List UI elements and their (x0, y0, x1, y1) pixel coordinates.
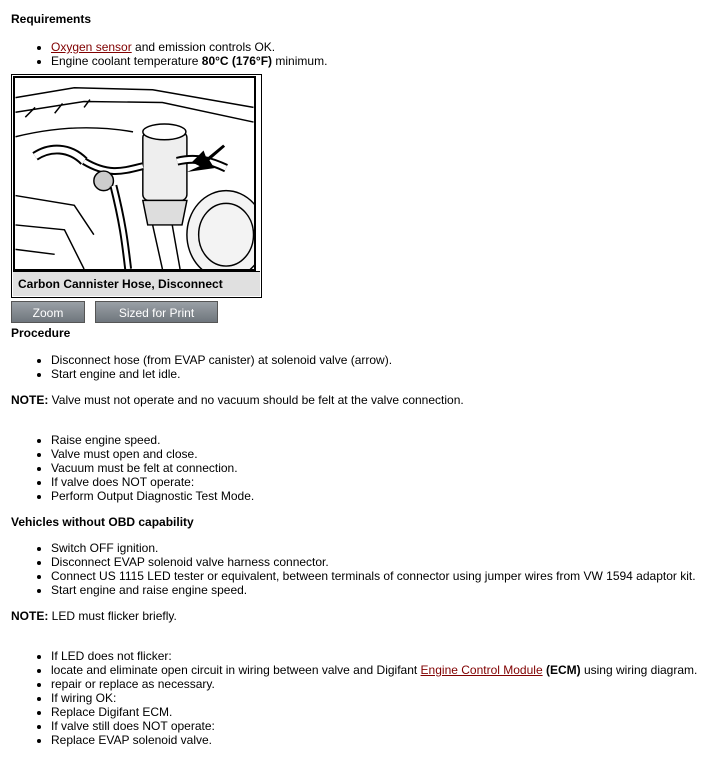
list-item: • Oxygen sensor and emission controls OK. (51, 40, 706, 54)
list-item: • Vacuum must be felt at connection. (51, 461, 706, 475)
list-item: • If valve does NOT operate: (51, 475, 706, 489)
document-body (11, 12, 706, 747)
list-item: • Valve must open and close. (51, 447, 706, 461)
no-obd-heading: Vehicles without OBD capability (11, 515, 194, 529)
oxygen-sensor-link[interactable]: Oxygen sensor (51, 40, 132, 54)
procedure-list (11, 353, 706, 381)
list-item: • Replace Digifant ECM. (51, 705, 706, 719)
list-item: • Perform Output Diagnostic Test Mode. (51, 489, 706, 503)
list-item: • locate and eliminate open circuit in wiring between valve and Digifant Engine Control Module (ECM) using wiring diagram. (51, 663, 706, 677)
list-item: • Disconnect EVAP solenoid valve harness connector. (51, 555, 706, 569)
no-obd-list-2 (11, 649, 706, 747)
procedure-list-2 (11, 433, 706, 503)
list-item: • Engine coolant temperature 80°C (176°F) minimum. (51, 54, 706, 68)
list-item: • If valve still does NOT operate: (51, 719, 706, 733)
no-obd-list (11, 541, 706, 597)
requirements-heading: Requirements (11, 12, 92, 26)
carbon-cannister-hose-illustration (13, 76, 256, 271)
list-item: • If LED does not flicker: (51, 649, 706, 663)
list-item: • Start engine and raise engine speed. (51, 583, 706, 597)
no-obd-note: NOTE: LED must flicker briefly. (11, 609, 177, 623)
engine-control-module-link[interactable]: Engine Control Module (420, 663, 543, 677)
list-item: • Raise engine speed. (51, 433, 706, 447)
list-item: • repair or replace as necessary. (51, 677, 706, 691)
requirements-list (11, 40, 706, 68)
zoom-button[interactable]: Zoom (11, 301, 85, 323)
list-item: • Replace EVAP solenoid valve. (51, 733, 706, 747)
list-item: • Connect US 1115 LED tester or equivalent, between terminals of connector using jumper wires from VW 1594 adaptor kit. (51, 569, 706, 583)
procedure-heading: Procedure (11, 326, 71, 340)
procedure-note: NOTE: Valve must not operate and no vacuum should be felt at the valve connection. (11, 393, 464, 407)
sized-for-print-button[interactable]: Sized for Print (95, 301, 218, 323)
list-item: • Switch OFF ignition. (51, 541, 706, 555)
figure (11, 74, 262, 298)
list-item: • Start engine and let idle. (51, 367, 706, 381)
list-item: • If wiring OK: (51, 691, 706, 705)
list-item: • Disconnect hose (from EVAP canister) at solenoid valve (arrow). (51, 353, 706, 367)
figure-caption: Carbon Cannister Hose, Disconnect (13, 271, 260, 296)
figure-buttons (11, 298, 706, 326)
